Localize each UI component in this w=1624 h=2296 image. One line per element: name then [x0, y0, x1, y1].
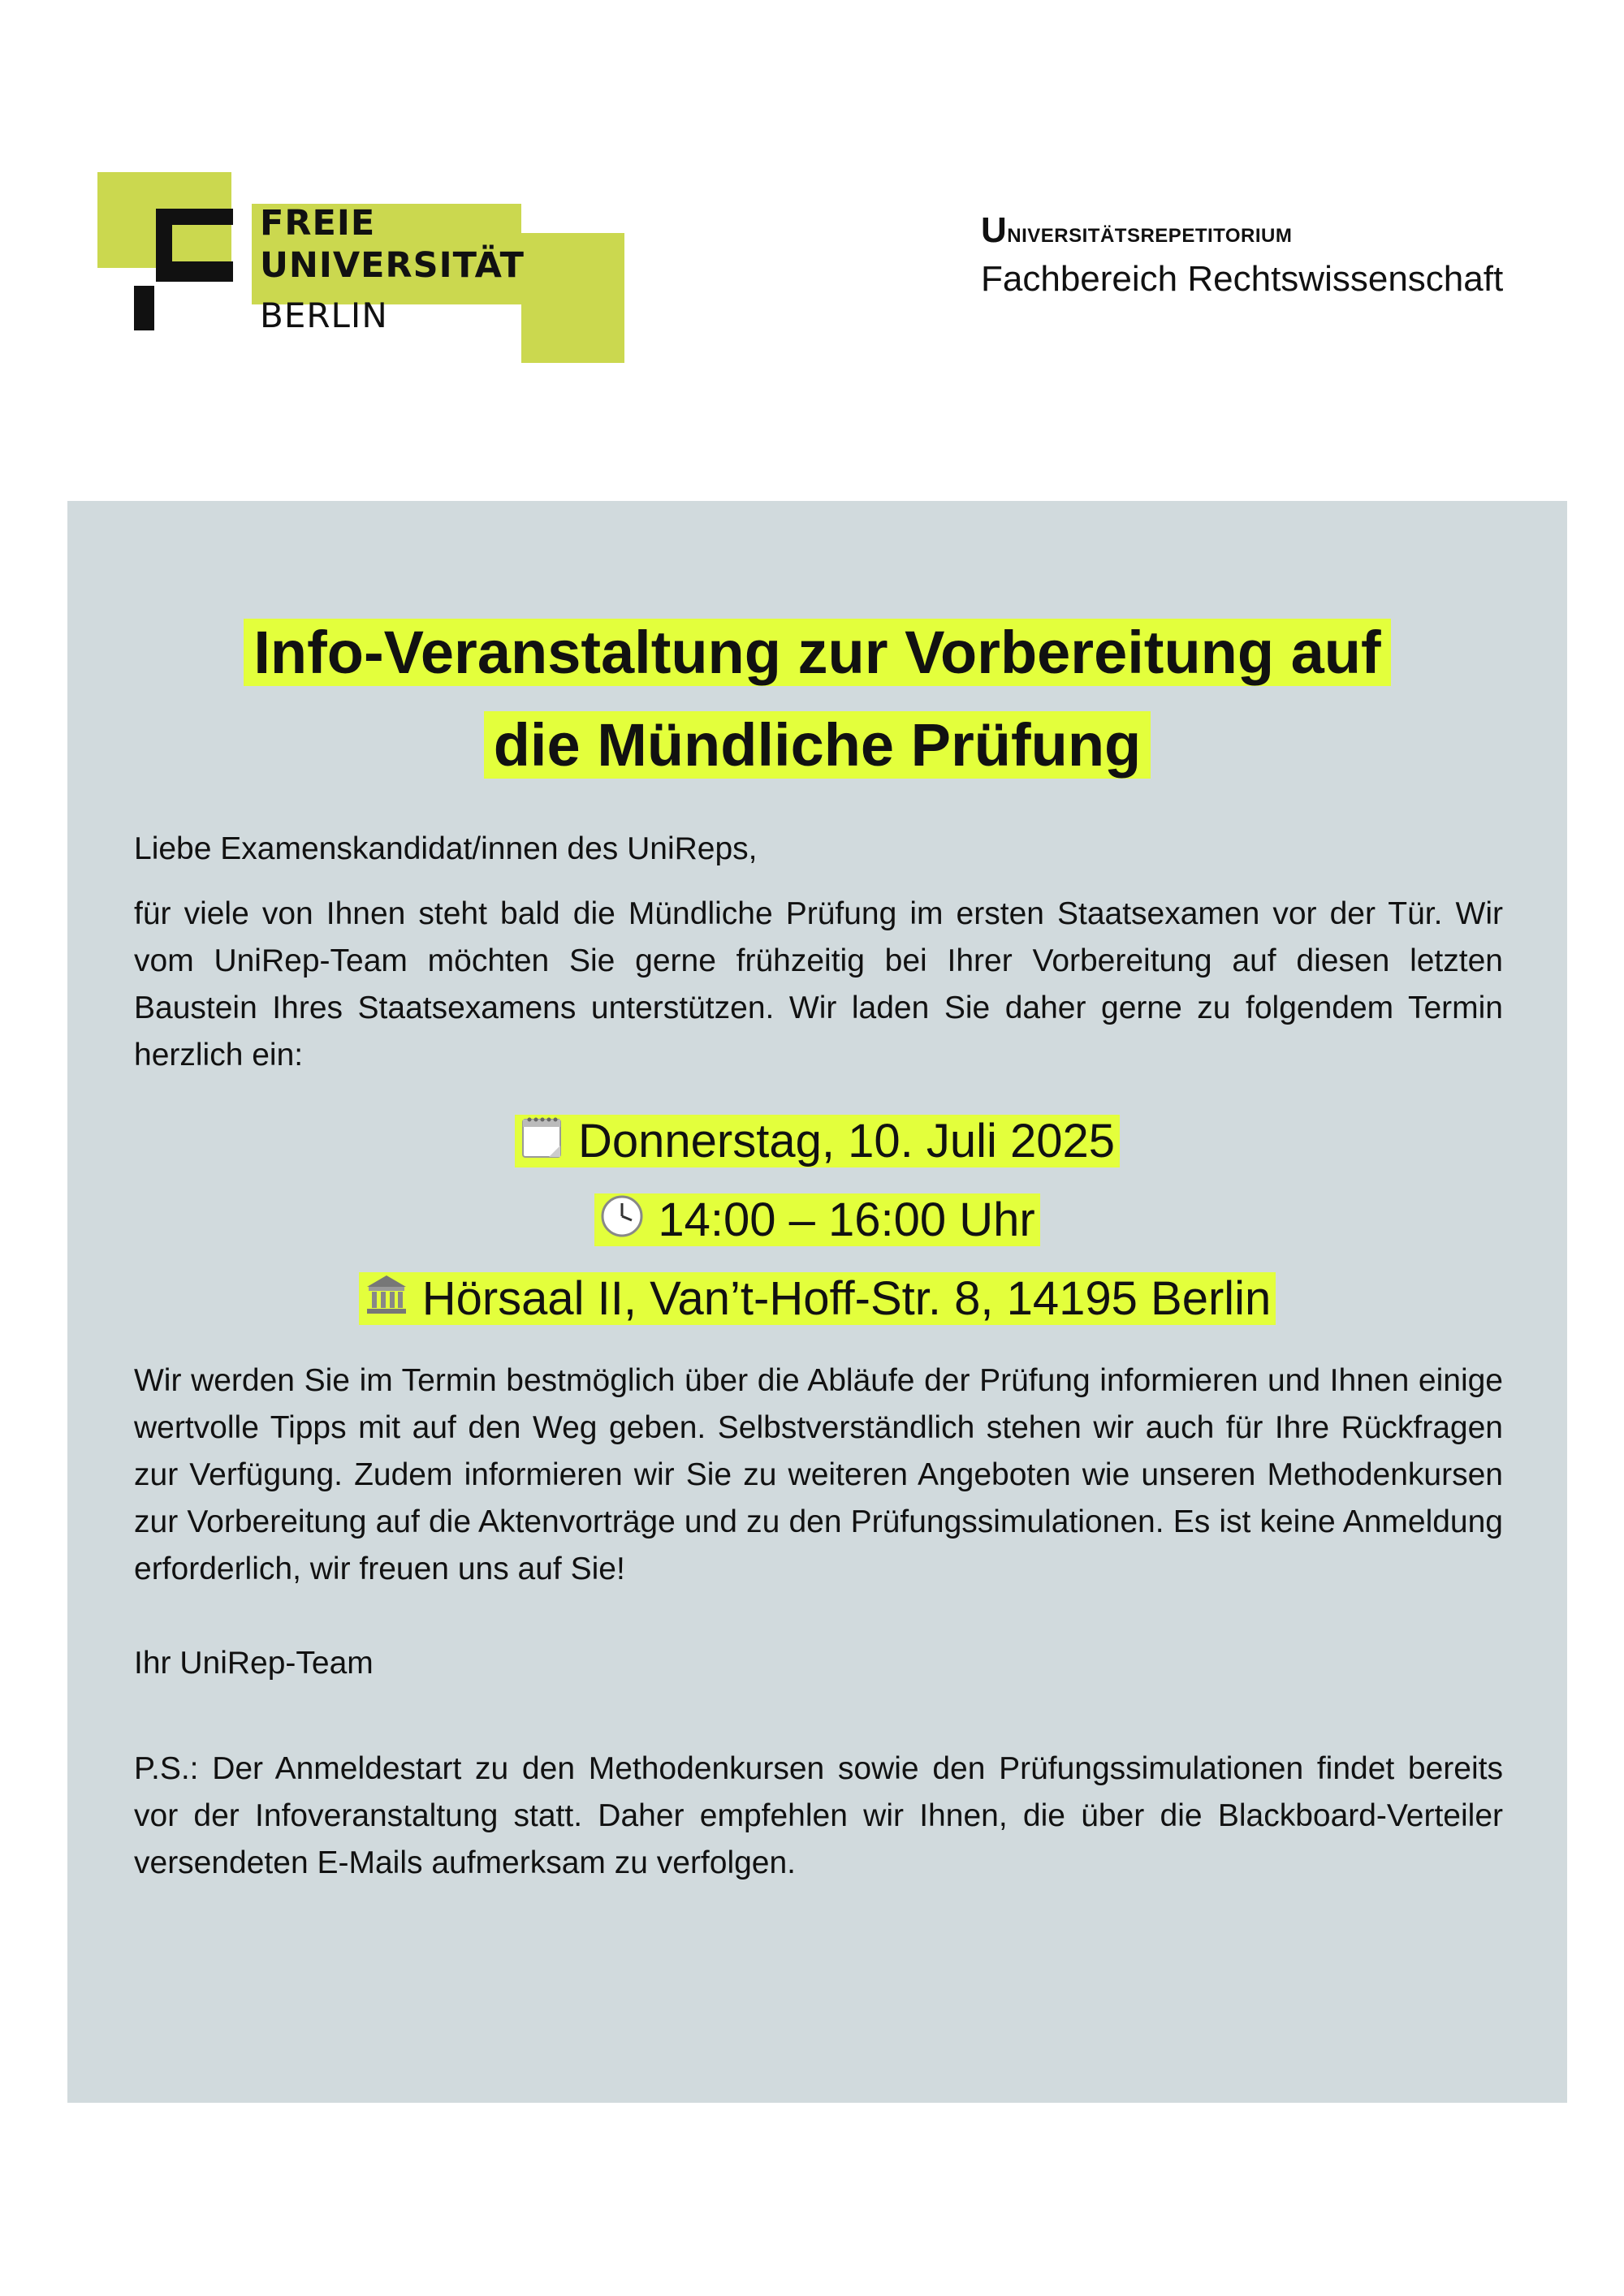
event-time-text: 14:00 – 16:00 Uhr — [658, 1193, 1035, 1246]
page-title — [67, 606, 1567, 792]
salutation: Liebe Examenskandidat/innen des UniReps, — [134, 831, 758, 866]
event-date-highlight — [515, 1115, 1120, 1167]
clock-icon — [599, 1193, 645, 1239]
event-time — [67, 1189, 1567, 1252]
info-paragraph: Wir werden Sie im Termin bestmöglich über die Abläufe der Prüfung informieren und Ihnen einige wertvolle Tipps mit auf den Weg geben. Selbstverständlich stehen wir auch für Ihre Rückfragen zur Verfügung. Zudem informieren wir Sie zu weiteren Angeboten wie unseren Methodenkursen zur Vorbereitung auf die Aktenvorträge und zu den Prüfungssimulationen. Es ist keine Anmeldung erforderlich, wir freuen uns auf Sie! — [134, 1363, 1503, 1586]
logo-square-3 — [521, 233, 624, 363]
event-date-text: Donnerstag, 10. Juli 2025 — [578, 1115, 1115, 1167]
university-logo — [97, 172, 625, 363]
page-title-line-2: die Mündliche Prüfung — [484, 711, 1151, 779]
event-location-highlight — [359, 1272, 1276, 1325]
logo-mark-foot — [134, 286, 154, 330]
header-title: Universitätsrepetitorium — [981, 210, 1293, 250]
postscript: P.S.: Der Anmeldestart zu den Methodenkursen sowie den Prüfungssimulationen findet bereits vor der Infoveranstaltung statt. Daher empfehlen wir Ihnen, die über die Blackboard-Verteiler versendeten E-Mails aufmerksam zu verfolgen. — [134, 1751, 1503, 1880]
header — [981, 210, 1504, 301]
logo-mark-stem — [156, 209, 172, 282]
logo-word-berlin: BERLIN — [260, 296, 388, 335]
page-title-line-1: Info-Veranstaltung zur Vorbereitung auf — [244, 619, 1390, 686]
event-location-text: Hörsaal II, Van’t-Hoff-Str. 8, 14195 Berlin — [421, 1272, 1272, 1325]
info-block — [134, 1357, 1503, 1887]
event-time-highlight — [594, 1193, 1039, 1246]
intro-block — [134, 826, 1503, 1079]
logo-mark-mid — [172, 261, 233, 282]
signoff: Ihr UniRep-Team — [134, 1646, 374, 1681]
event-date — [67, 1110, 1567, 1173]
header-subtitle: Fachbereich Rechtswissenschaft — [981, 259, 1504, 299]
building-icon — [364, 1272, 409, 1318]
event-location — [67, 1267, 1567, 1331]
logo-word-universitaet: UNIVERSITÄT — [260, 245, 525, 286]
calendar-icon — [520, 1115, 565, 1160]
logo-word-freie: FREIE — [260, 203, 376, 244]
content-panel — [67, 501, 1567, 2103]
intro-paragraph: für viele von Ihnen steht bald die Mündliche Prüfung im ersten Staatsexamen vor der Tür. Wir vom UniRep-Team möchten Sie gerne frühzeitig bei Ihrer Vorbereitung auf diesen letzten Baustein Ihres Staatsexamens unterstützen. Wir laden Sie daher gerne zu folgendem Termin herzlich ein: — [134, 896, 1503, 1072]
